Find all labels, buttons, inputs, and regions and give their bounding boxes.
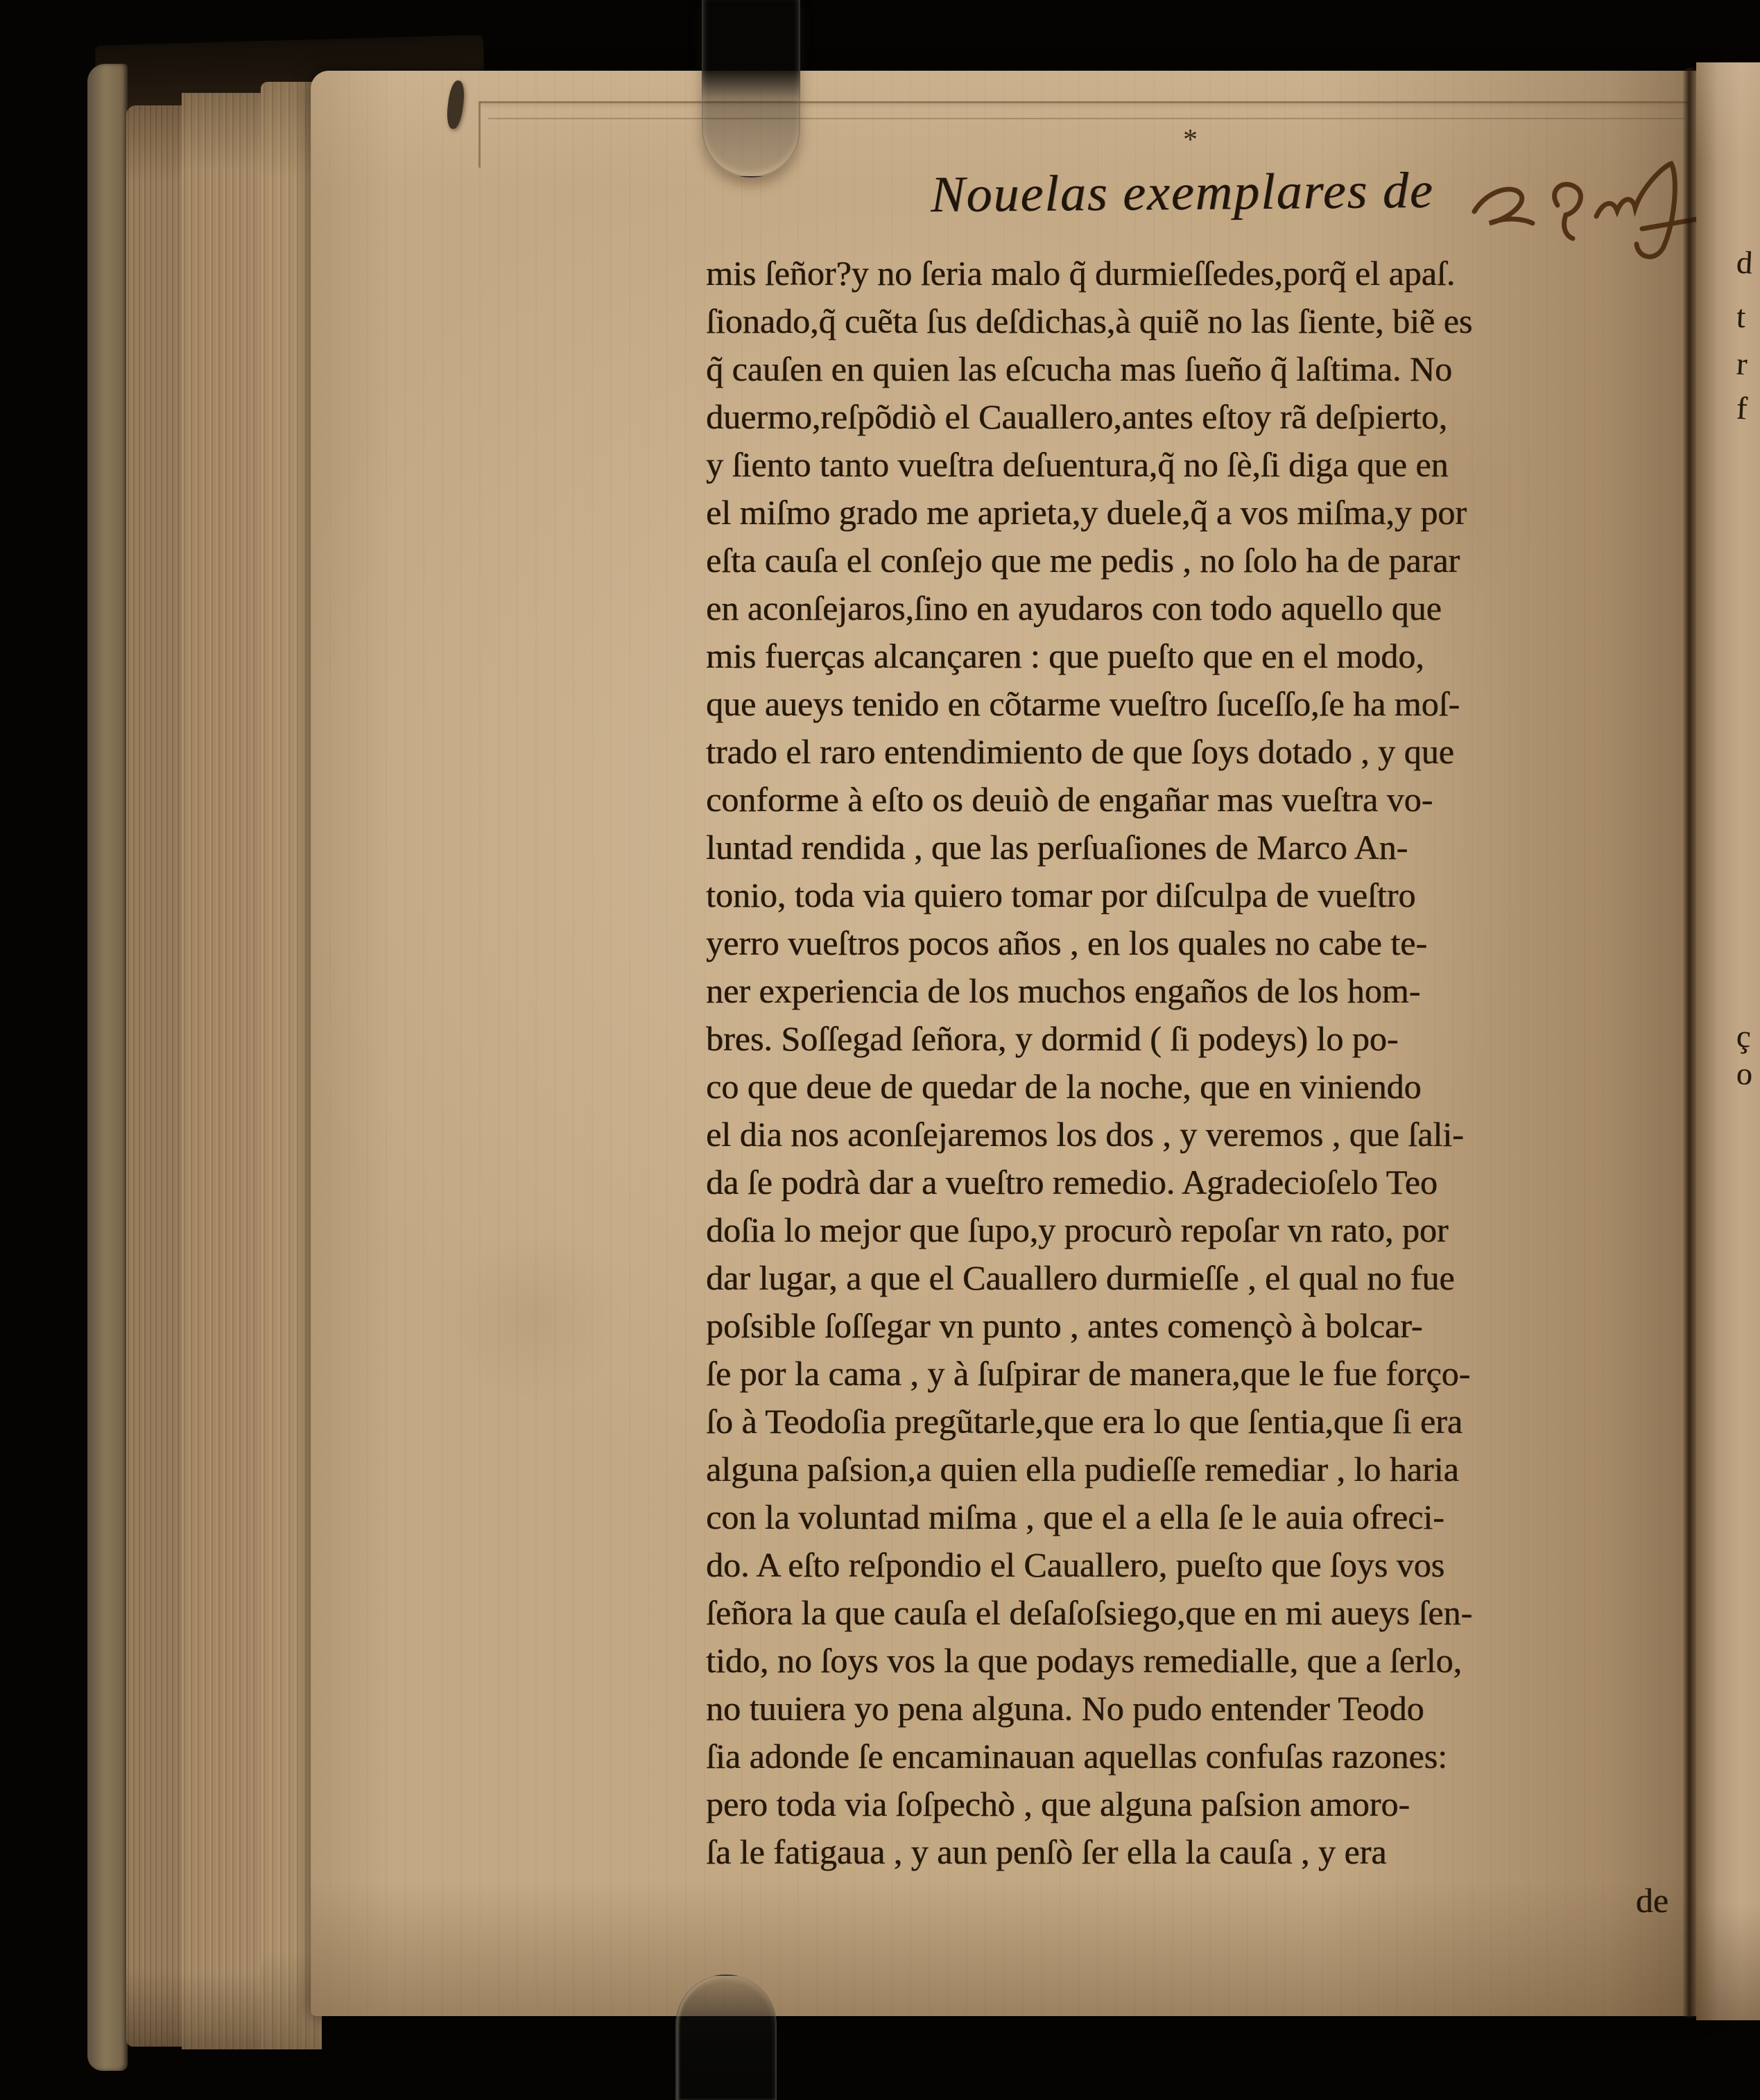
facing-page-letter-fragment: ç <box>1735 1018 1752 1055</box>
text-line: no tuuiera yo pena alguna. No pudo entender Teodo <box>706 1689 1424 1728</box>
running-title: Nouelas exemplares de <box>930 162 1434 224</box>
text-line: doſia lo mejor que ſupo,y procurò repoſar vn rato, por <box>706 1210 1449 1249</box>
page-edges-stack <box>182 93 264 2049</box>
text-line: con la voluntad miſma , que el a ella ſe le auia ofreci- <box>706 1498 1444 1536</box>
text-line: co que deue de quedar de la noche, que en viniendo <box>706 1067 1422 1106</box>
text-line: tonio, toda via quiero tomar por diſculpa de vueſtro <box>706 876 1416 914</box>
text-line: mis fuerças alcançaren : que pueſto que en el modo, <box>706 636 1424 675</box>
text-line: ner experiencia de los muchos engaños de los hom- <box>706 971 1421 1010</box>
printer-mark: * <box>1183 124 1198 156</box>
next-page-sliver <box>1696 62 1760 2020</box>
text-line: mis ſeñor?y no ſeria malo q̃ durmieſſedes,porq̃ el apaſ. <box>706 254 1456 293</box>
text-line: q̃ cauſen en quien las eſcucha mas ſueño q̃ laſtima. No <box>706 349 1453 388</box>
text-line: da ſe podrà dar a vueſtro remedio. Agradecioſelo Teo <box>706 1163 1438 1201</box>
text-line: el miſmo grado me aprieta,y duele,q̃ a vos miſma,y por <box>706 493 1467 532</box>
text-line: ſe por la cama , y à ſuſpirar de manera,que le fue forço- <box>706 1354 1471 1393</box>
text-line: duermo,reſpõdiò el Cauallero,antes eſtoy rã deſpierto, <box>706 397 1448 436</box>
page-edges-stack <box>126 105 184 2047</box>
text-line: do. A eſto reſpondio el Cauallero, pueſto que ſoys vos <box>706 1545 1445 1584</box>
gutter-shadow <box>1682 68 1698 2017</box>
text-line: ſia adonde ſe encaminauan aquellas confuſas razones: <box>706 1737 1447 1776</box>
text-line: eſta cauſa el conſejo que me pedis , no ſolo ha de parar <box>706 541 1460 580</box>
text-line: tido, no ſoys vos la que podays remedialle, que a ſerlo, <box>706 1641 1463 1680</box>
text-line: poſsible ſoſſegar vn punto , antes començò à bolcar- <box>706 1306 1423 1345</box>
film-strap-bottom <box>675 1975 777 2100</box>
text-line: yerro vueſtros pocos años , en los quales no cabe te- <box>706 923 1427 962</box>
text-line: trado el raro entendimiento de que ſoys dotado , y que <box>706 732 1454 771</box>
facing-page-letter-fragment: d <box>1735 244 1754 281</box>
text-block <box>706 250 1693 1876</box>
text-line: ſionado,q̃ cuẽta ſus deſdichas,à quiẽ no las ſiente, biẽ es <box>706 302 1473 340</box>
film-strap-top <box>702 0 800 177</box>
page-crease <box>480 101 1688 103</box>
facing-page-letter-fragment: r <box>1735 345 1748 382</box>
text-line: conforme à eſto os deuiò de engañar mas vueſtra vo- <box>706 780 1433 819</box>
facing-page-letter-fragment: o <box>1735 1055 1754 1092</box>
text-line: ſo à Teodoſia pregũtarle,que era lo que ſentia,que ſi era <box>706 1402 1463 1441</box>
text-line: dar lugar, a que el Cauallero durmieſſe , el qual no fue <box>706 1258 1455 1297</box>
text-line: en aconſejaros,ſino en ayudaros con todo aquello que <box>706 589 1442 627</box>
text-line: y ſiento tanto vueſtra deſuentura,q̃ no ſè,ſi diga que en <box>706 445 1449 484</box>
text-line: alguna paſsion,a quien ella pudieſſe remediar , lo haria <box>706 1450 1459 1489</box>
catchword: de <box>1635 1881 1668 1920</box>
book-cover-edge <box>87 64 128 2071</box>
page-crease <box>478 101 481 168</box>
page-crease <box>488 118 1685 119</box>
text-line: que aueys tenido en cõtarme vueſtro ſuceſſo,ſe ha moſ- <box>706 684 1460 723</box>
text-line: pero toda via ſoſpechò , que alguna paſsion amoro- <box>706 1785 1410 1823</box>
text-line: el dia nos aconſejaremos los dos , y veremos , que ſali- <box>706 1115 1464 1154</box>
text-line: bres. Soſſegad ſeñora, y dormid ( ſi podeys) lo po- <box>706 1019 1399 1058</box>
facing-page-letter-fragment: t <box>1735 298 1747 335</box>
text-line: luntad rendida , que las perſuaſiones de Marco An- <box>706 828 1408 867</box>
text-line: ſa le fatigaua , y aun penſò ſer ella la cauſa , y era <box>706 1832 1387 1871</box>
facing-page-letter-fragment: f <box>1735 390 1748 426</box>
text-line: ſeñora la que cauſa el deſaſoſsiego,que en mi aueys ſen- <box>706 1593 1473 1632</box>
